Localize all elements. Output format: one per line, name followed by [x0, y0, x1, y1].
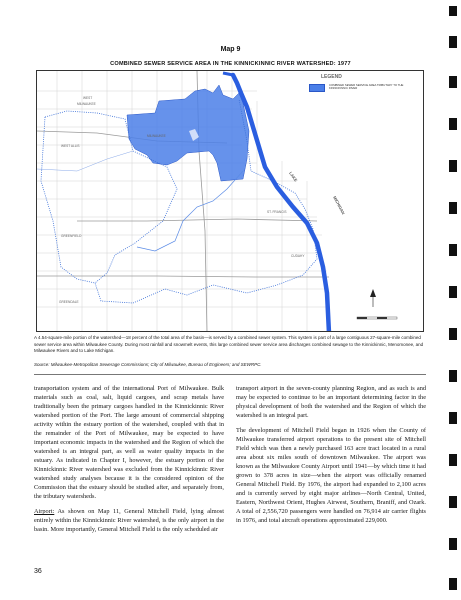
left-column [34, 384, 224, 540]
kinnickinnic-river [137, 171, 243, 251]
map-title: COMBINED SEWER SERVICE AREA IN THE KINNICKINNIC RIVER WATERSHED: 1977 [110, 61, 351, 67]
label-west: WEST [83, 96, 93, 100]
edge-tab-mark [449, 412, 457, 424]
label-michigan: MICHIGAN [332, 195, 347, 216]
airport-heading: Airport: [34, 508, 55, 515]
label-greendale: GREENDALE [59, 300, 79, 304]
edge-tab-mark [449, 76, 457, 88]
label-lake: LAKE [288, 170, 299, 183]
north-arrow-icon [370, 289, 376, 307]
label-west-milwaukee: MILWAUKEE [77, 102, 96, 106]
divider [34, 374, 426, 375]
edge-tab-mark [449, 454, 457, 466]
lake-michigan-shoreline [233, 75, 329, 332]
legend-swatch [309, 84, 325, 92]
edge-tab-mark [449, 118, 457, 130]
map-source: Source: Milwaukee-Metropolitan Sewerage Commissions; City of Milwaukee, Bureau of Engineers; and SEWRPC. [34, 362, 262, 367]
left-paragraph-2 [34, 507, 224, 534]
edge-tab-mark [449, 496, 457, 508]
edge-tab-mark [449, 538, 457, 550]
edge-tab-mark [449, 36, 457, 48]
label-st-francis: ST. FRANCIS [267, 210, 287, 214]
edge-tab-mark [449, 370, 457, 382]
left-paragraph-1: transportation system and of the international Port of Milwaukee. Bulk materials such as coal, salt, liquid cargoes, and scrap metals have traditionally been the primary cargoes handled in the Kinnickinnic River watershed portion of the Port. The large amount of commercial shipping activity within the estuary portion of the watershed, coupled with that in the remainder of the Port of Milwaukee, may be expected to have important economic impacts in the watershed and the Region of which the watershed is an integral part, as well as water quality impacts in the estuary. As indicated in Chapter I, however, the estuary portion of the Kinnickinnic River watershed was excluded from the Kinnickinnic River watershed study analyses because it is the considered opinion of the Commission that the estuary should be studied after, and separately from, the tributary watersheds. [34, 385, 224, 500]
scale-bar [357, 317, 397, 319]
label-milwaukee: MILWAUKEE [147, 134, 166, 138]
map-caption: A 4.54-square-mile portion of the watershed—18 percent of the total area of the basin—is served by a combined sewer system. This system is part of a large contiguous 27-square-mile combined sewer service area within Milwaukee County. During most rainfall and snowmelt events, this large combined sewer service area discharges combined sewage to the Kinnickinnic, Menomonee, and Milwaukee Rivers and to Lake Michigan. [34, 335, 424, 354]
airport-body: As shown on Map 11, General Mitchell Field, lying almost entirely within the Kinnickinnic River watershed, is the only airport in the basin. More importantly, General Mitchell Field is the only scheduled air [34, 508, 224, 533]
map-figure [36, 70, 424, 332]
watershed-map [37, 71, 424, 332]
map-number: Map 9 [220, 46, 241, 53]
edge-tab-mark [449, 6, 457, 16]
edge-tab-mark [449, 286, 457, 298]
map-legend [309, 74, 421, 92]
edge-tab-mark [449, 244, 457, 256]
edge-tab-mark [449, 328, 457, 340]
edge-tab-mark [449, 578, 457, 590]
right-column [236, 384, 426, 531]
legend-item [309, 84, 421, 92]
label-west-allis: WEST ALLIS [61, 144, 80, 148]
legend-text: COMBINED SEWER SERVICE AREA TRIBUTARY TO THE KINNICKINNIC RIVER [329, 83, 404, 91]
label-greenfield: GREENFIELD [61, 234, 82, 238]
edge-tab-mark [449, 160, 457, 172]
legend-title: LEGEND [321, 74, 342, 80]
right-paragraph-2: The development of Mitchell Field began in 1926 when the County of Milwaukee transferred airport operations to the present site of Mitchell Field which was then a newly purchased 163 acre tract located in a rural area about six miles south of downtown Milwaukee. The airport was known as the Milwaukee County Airport until 1941—by which time it had grown to 378 acres in size—when the airport was officially renamed General Mitchell Field. By 1976, the airport had expanded to 2,100 acres and is currently served by eight major airlines—North Central, United, Eastern, Northwest Orient, Hughes Airwest, Southern, Braniff, and Ozark. A total of 2,556,720 passengers were handled on 76,914 air carrier flights in 1976, and total aircraft operations approximated 229,000. [236, 427, 426, 524]
label-cudahy: CUDAHY [291, 254, 305, 258]
combined-sewer-service-area [127, 85, 249, 181]
page-number: 36 [34, 568, 42, 575]
edge-tab-mark [449, 202, 457, 214]
right-paragraph-1: transport airport in the seven-county planning Region, and as such is and may be expected to continue to be an important determining factor in the physical development of both the watershed and the Region of which the watershed is an integral part. [236, 385, 426, 419]
